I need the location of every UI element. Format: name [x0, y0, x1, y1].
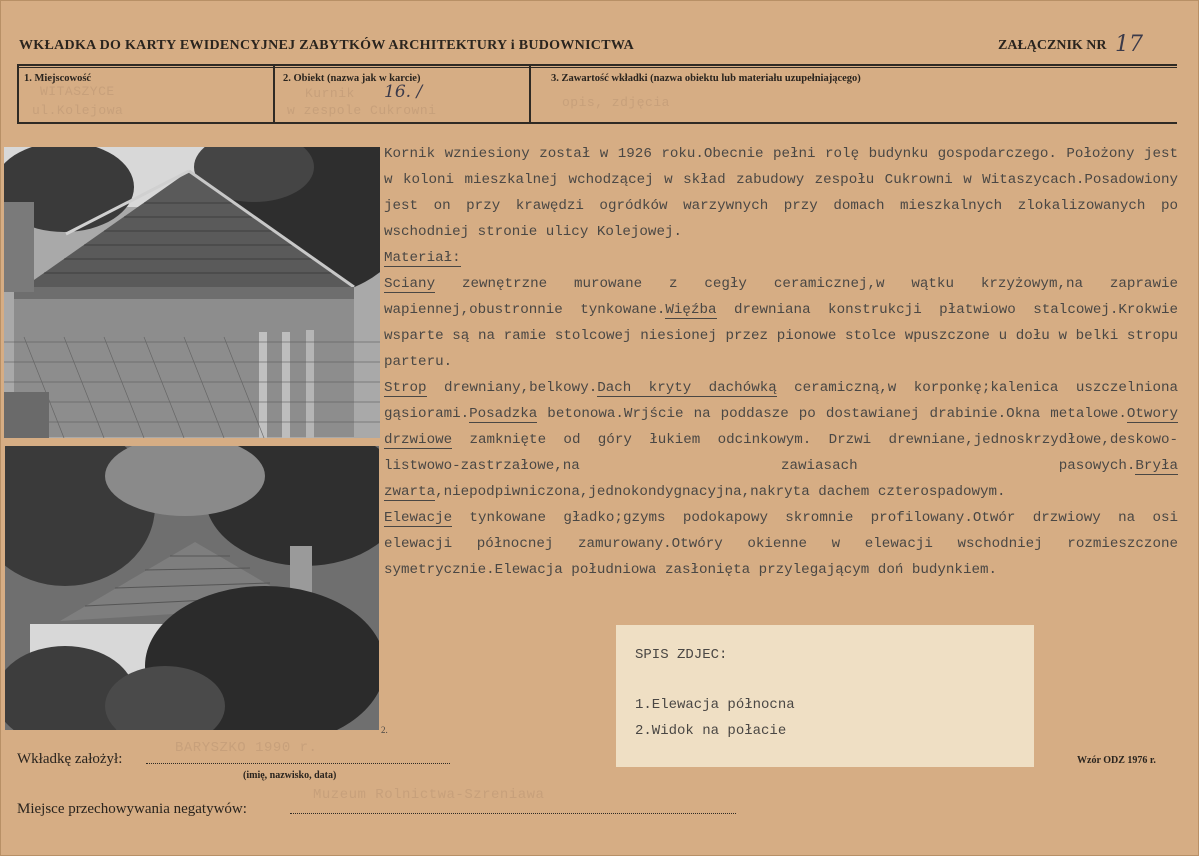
negatives-storage-line — [290, 813, 736, 814]
term-elewacje: Elewacje — [384, 510, 453, 526]
description-elevations — [384, 505, 1178, 583]
term-posadzka: Posadzka — [469, 406, 538, 422]
field-divider-2 — [529, 64, 531, 124]
field-divider-1 — [273, 64, 275, 124]
field-3-label: 3. Zawartość wkładki (nazwa obiektu lub materiału uzupełniającego) — [551, 73, 861, 84]
term-sciany: Sciany — [384, 276, 436, 292]
term-otwory: Otwory drzwiowe — [384, 406, 1178, 448]
attachment-label: ZAŁĄCZNIK NR — [998, 38, 1107, 53]
text-otwory: zamknięte od góry łukiem odcinkowym. Drzwi drewniane,jednoskrzydłowe,deskowo-listwowo-zastrzałowe,na zawiasach pasowych. — [384, 432, 1178, 474]
text-strop: drewniany,belkowy. — [426, 380, 598, 396]
form-reference: Wzór ODZ 1976 r. — [1077, 755, 1156, 766]
description-text — [384, 141, 1178, 583]
header-rule-top-thin — [17, 67, 1177, 68]
description-structure — [384, 375, 1178, 505]
term-dach: Dach kryty dachówką — [597, 380, 777, 396]
header-rule-top — [17, 64, 1177, 66]
photo-list-item-2: 2.Widok na połacie — [635, 723, 787, 739]
photo-list-item-1: 1.Elewacja północna — [635, 697, 795, 713]
text-posadzka: betonowa.Wrjście na poddasze po dostawianej drabinie.Okna metalowe. — [537, 406, 1127, 422]
field-2-value-line1: Kurnik — [305, 86, 355, 101]
text-wiezba: drewniana konstrukcji płatwiowo stalcowej.Krokwie wsparte są na ramie stolcowej niesionej przez pionowe stolce wpuszczone u dołu w belki stropu parteru. — [384, 302, 1178, 370]
attachment-number: 17 — [1115, 32, 1143, 57]
created-by-label: Wkładkę założył: — [17, 751, 123, 767]
field-1-label: 1. Miejscowość — [24, 73, 92, 84]
term-bryla: Bryła zwarta — [384, 458, 1178, 500]
description-intro: Kornik wzniesiony został w 1926 roku.Obecnie pełni rolę budynku gospodarczego. Położony jest w koloni mieszkalnej wchodzącej w skład zabudowy zespołu Cukrowni w Witaszycach.Posadowiony jest on przy krawędzi ogródków warzywnych przy domach mieszkalnych zlokalizowanych po wschodniej stronie ulicy Kolejowej. — [384, 146, 1178, 240]
card-title: WKŁADKA DO KARTY EWIDENCYJNEJ ZABYTKÓW ARCHITEKTURY i BUDOWNICTWA — [19, 38, 635, 53]
photo-2-number: 2. — [381, 725, 388, 735]
text-elewacje: tynkowane gładko;gzyms podokapowy skromnie profilowany.Otwór drzwiowy na osi elewacji północnej zamurowany.Otwóry okienne w elewacji wschodniej rozmieszczone symetrycznie.Elewacja południowa zasłonięta przylegającym doń budynkiem. — [384, 510, 1178, 578]
negatives-storage-label: Miejsce przechowywania negatywów: — [17, 801, 247, 817]
term-wiezba: Więźba — [665, 302, 717, 318]
field-1-value-line2: ul.Kolejowa — [32, 103, 124, 118]
text-bryla: ,niepodpiwniczona,jednokondygnacyjna,nakryta dachem czterospadowym. — [435, 484, 1006, 500]
created-by-value: BARYSZKO 1990 r. — [175, 740, 318, 756]
text-dach: ceramiczną,w korponkę;kalenica uszczelniona gąsiorami. — [384, 380, 1179, 422]
photo-list-heading: SPIS ZDJEC: — [635, 647, 728, 663]
field-2-handwritten-number: 16. / — [384, 82, 423, 102]
material-heading: Materiał: — [384, 250, 461, 266]
photo-roof-view — [5, 446, 379, 730]
created-by-line — [146, 763, 450, 764]
photo-north-elevation — [4, 147, 380, 438]
term-strop: Strop — [384, 380, 427, 396]
photo-list-note — [616, 625, 1034, 767]
description-materials — [384, 271, 1178, 375]
negatives-storage-value: Muzeum Rolnictwa-Szreniawa — [313, 787, 545, 803]
field-divider-left — [17, 64, 19, 124]
field-1-value-line1: WITASZYCE — [40, 84, 115, 99]
field-2-value-line2: w zespole Cukrowni — [287, 103, 437, 118]
text-sciany: zewnętrzne murowane z cegły ceramicznej,w wątku krzyżowym,na zaprawie wapiennej,obustronnie tynkowane. — [384, 276, 1178, 318]
header-rule-bottom — [17, 122, 1177, 124]
field-3-value: opis, zdjęcia — [562, 95, 670, 110]
created-by-hint: (imię, nazwisko, data) — [243, 770, 337, 781]
field-2-label: 2. Obiekt (nazwa jak w karcie) — [283, 73, 421, 84]
